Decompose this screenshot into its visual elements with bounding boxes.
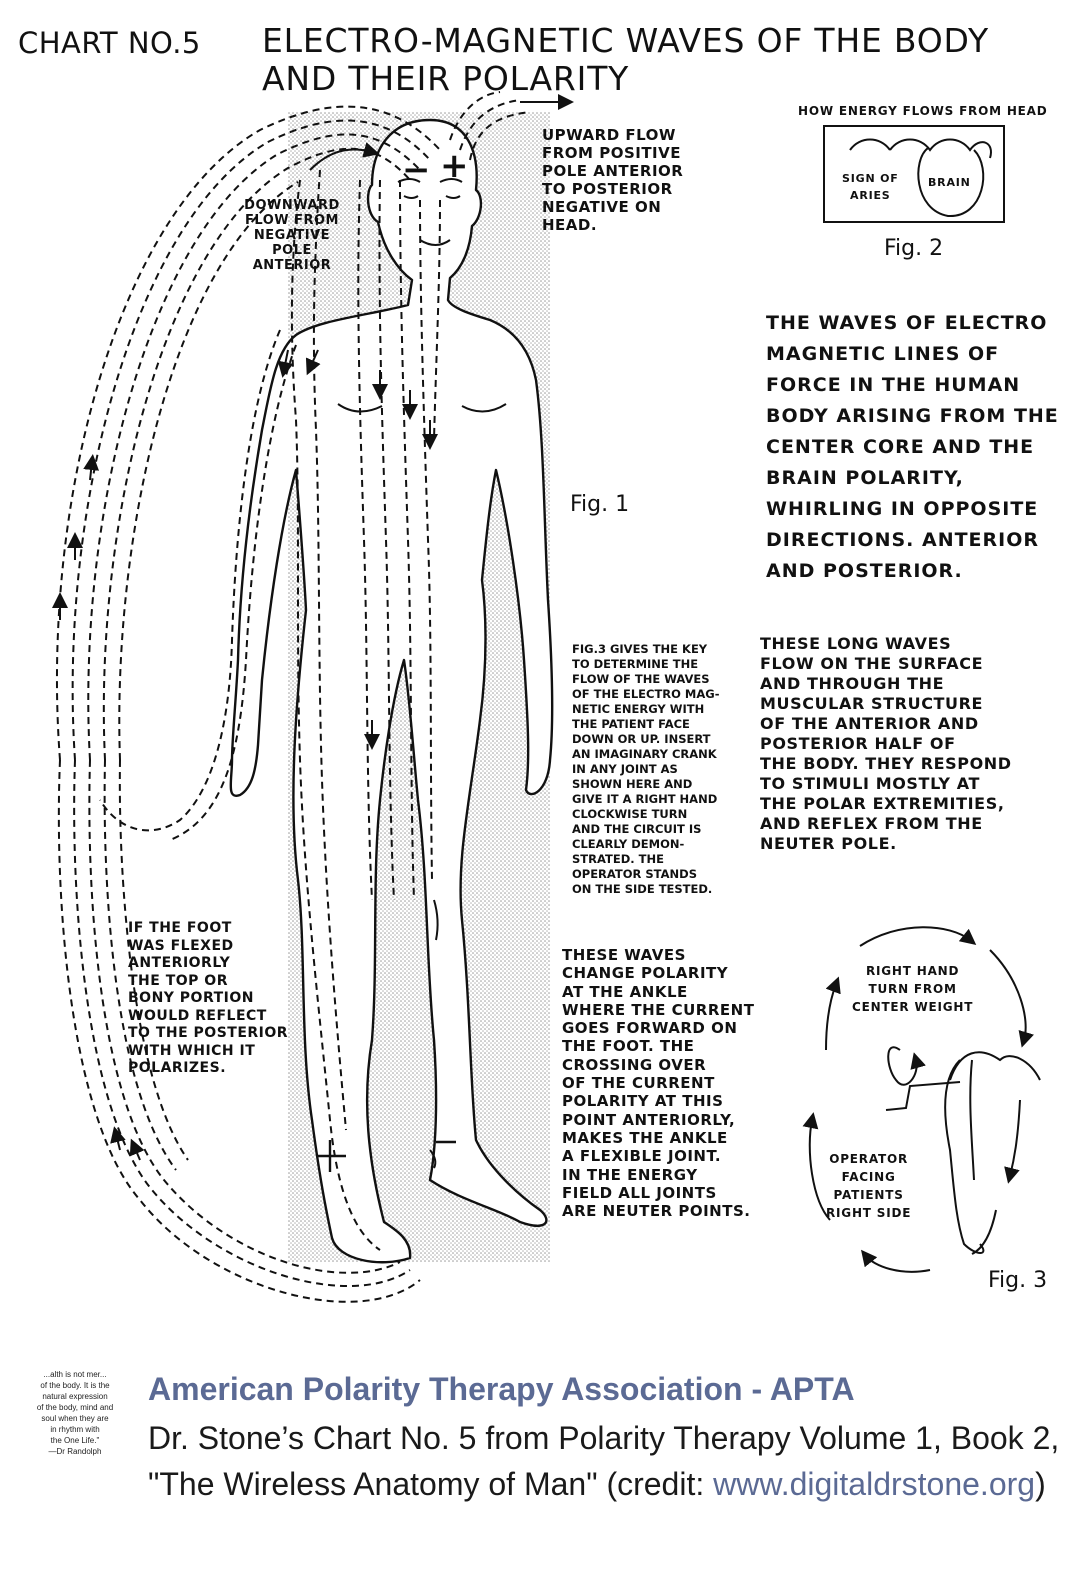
chart-title: ELECTRO-MAGNETIC WAVES OF THE BODY AND THEIR POLARITY [262, 21, 989, 98]
fig3-right-hand-label: RIGHT HAND TURN FROM CENTER WEIGHT [852, 964, 974, 1014]
fig3-label: Fig. 3 [988, 1268, 1048, 1293]
fig2-sign-label: SIGN OF ARIES [842, 172, 899, 202]
chart-number: CHART NO.5 [18, 26, 201, 60]
caption-end: ) [1035, 1466, 1046, 1502]
footer [0, 1345, 1079, 1574]
quote-thumbnail: ...alth is not mer... of the body. It is the natural expression of the body, mind and soul when they are in rhythm with the One Life." —Dr Randolph [36, 1370, 114, 1456]
caption [148, 1415, 1068, 1507]
foot-flexed-note: IF THE FOOT WAS FLEXED ANTERIORLY THE TOP OR BONY PORTION WOULD REFLECT TO THE POSTERIOR WITH WHICH IT POLARIZES. [128, 920, 289, 1076]
fig2-label: Fig. 2 [884, 236, 944, 261]
fig2-heading: HOW ENERGY FLOWS FROM HEAD [798, 104, 1048, 118]
upward-flow-note: UPWARD FLOW FROM POSITIVE POLE ANTERIOR TO POSTERIOR NEGATIVE ON HEAD. [542, 126, 684, 234]
fig3-key-note: FIG.3 GIVES THE KEY TO DETERMINE THE FLOW OF THE WAVES OF THE ELECTRO MAG- NETIC ENERGY WITH THE PATIENT FACE DOWN OR UP. INSERT AN IMAGINARY CRANK IN ANY JOINT AS SHOWN HERE AND GIVE IT A RIGHT HAND CLOCKWISE TURN AND THE CIRCUIT IS CLEARLY DEMON- STRATED. THE OPERATOR STANDS ON THE SIDE TESTED. [572, 642, 720, 896]
fig2-brain-label: BRAIN [928, 176, 971, 189]
long-waves-note: THESE LONG WAVES FLOW ON THE SURFACE AND THROUGH THE MUSCULAR STRUCTURE OF THE ANTERIOR AND POSTERIOR HALF OF THE BODY. THEY RESPOND TO STIMULI MOSTLY AT THE POLAR EXTREMITIES, AND REFLEX FROM THE NEUTER POLE. [760, 634, 1012, 853]
ankle-waves-note: THESE WAVES CHANGE POLARITY AT THE ANKLE WHERE THE CURRENT GOES FORWARD ON THE FOOT. THE CROSSING OVER OF THE CURRENT POLARITY AT THIS POINT ANTERIORLY, MAKES THE ANKLE A FLEXIBLE JOINT. IN THE ENERGY FIELD ALL JOINTS ARE NEUTER POINTS. [562, 946, 755, 1221]
polarity-minus-mark: − [402, 150, 431, 190]
waves-description: THE WAVES OF ELECTRO MAGNETIC LINES OF FORCE IN THE HUMAN BODY ARISING FROM THE CENTER CORE AND THE BRAIN POLARITY, WHIRLING IN OPPOSITE DIRECTIONS. ANTERIOR AND POSTERIOR. [766, 312, 1059, 582]
polarity-plus-mark: + [440, 146, 469, 186]
caption-text: Dr. Stone’s Chart No. 5 from Polarity Therapy Volume 1, Book 2, "The Wireless Anatomy of Man" (credit: [148, 1420, 1060, 1502]
fig3-operator-label: OPERATOR FACING PATIENTS RIGHT SIDE [826, 1152, 912, 1220]
organization-name: American Polarity Therapy Association - APTA [148, 1371, 855, 1407]
fig1-label: Fig. 1 [570, 492, 630, 517]
downward-flow-note: DOWNWARD FLOW FROM NEGATIVE POLE ANTERIOR [244, 198, 340, 273]
caption-link[interactable]: www.digitaldrstone.org [713, 1466, 1036, 1502]
